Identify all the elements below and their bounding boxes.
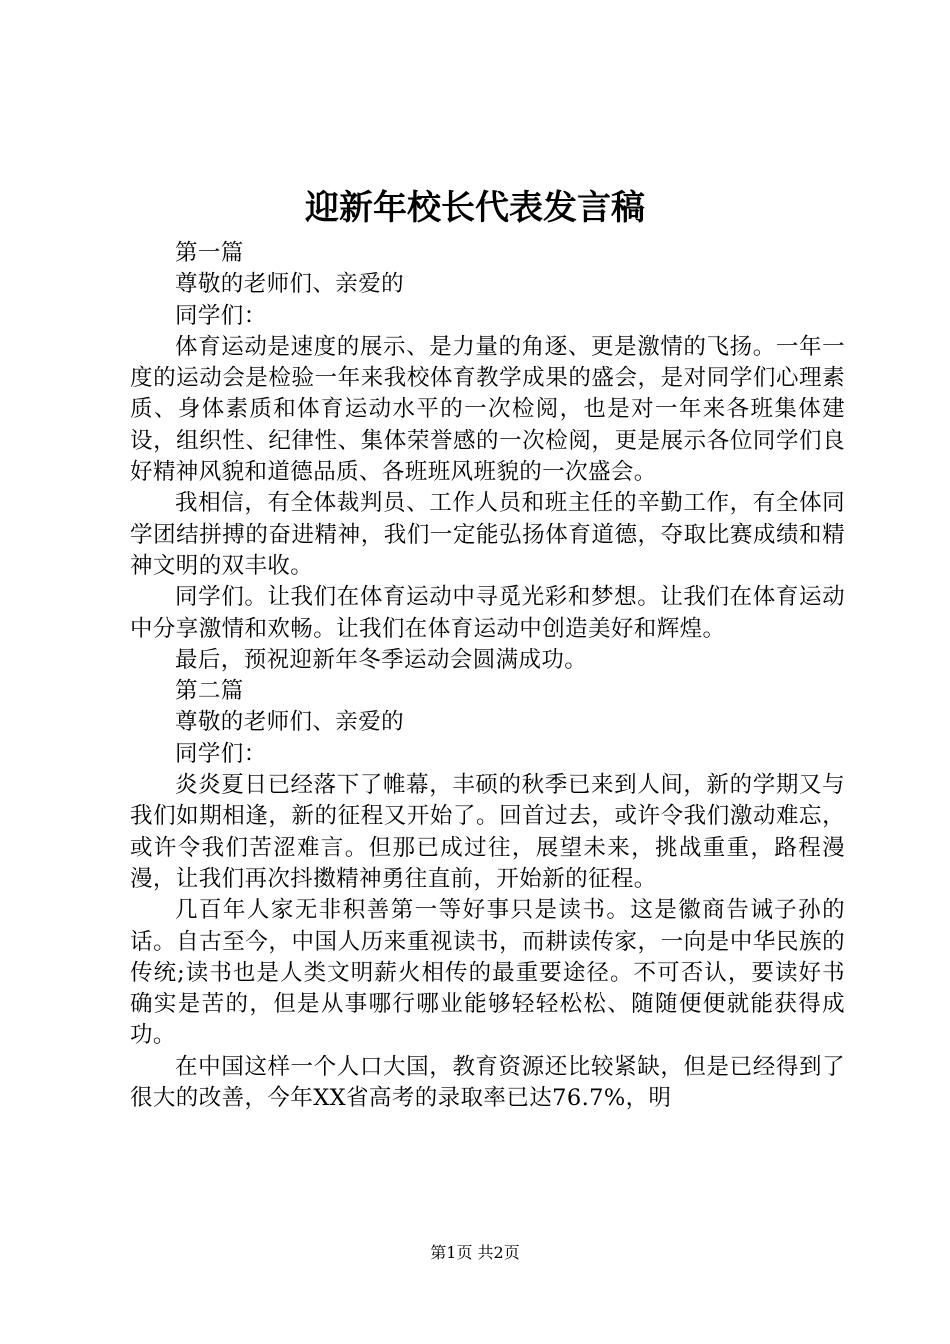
paragraph: 几百年人家无非积善第一等好事只是读书。这是徽商告诫子孙的话。自古至今，中国人历来重视读书，而耕读传家，一向是中华民族的传统;读书也是人类文明薪火相传的最重要途径。不可否认，要读好书确实是苦的，但是从事哪行哪业能够轻轻松松、随随便便就能获得成功。 (130, 897, 845, 1049)
paragraph: 炎炎夏日已经落下了帷幕，丰硕的秋季已来到人间，新的学期又与我们如期相逢，新的征程又开始了。回首过去，或许令我们激动难忘，或许令我们苦涩难言。但那已成过往，展望未来，挑战重重，路程漫漫，让我们再次抖擞精神勇往直前，开始新的征程。 (130, 772, 845, 892)
paragraph: 体育运动是速度的展示、是力量的角逐、更是激情的飞扬。一年一度的运动会是检验一年来我校体育教学成果的盛会，是对同学们心理素质、身体素质和体育运动水平的一次检阅，也是对一年来各班集体建设，组织性、纪律性、集体荣誉感的一次检阅，更是展示各位同学们良好精神风貌和道德品质、各班班风班貌的一次盛会。 (130, 333, 845, 486)
paragraph: 在中国这样一个人口大国，教育资源还比较紧缺，但是已经得到了很大的改善，今年XX省高考的录取率已达76.7%，明 (130, 1053, 845, 1112)
page-number-footer: 第1页 共2页 (430, 1243, 520, 1262)
paragraph: 我相信，有全体裁判员、工作人员和班主任的辛勤工作，有全体同学团结拼搏的奋进精神，我们一定能弘扬体育道德，夺取比赛成绩和精神文明的双丰收。 (130, 490, 845, 579)
paragraph: 同学们： (175, 740, 267, 767)
paragraph: 同学们。让我们在体育运动中寻觅光彩和梦想。让我们在体育运动中分享激情和欢畅。让我们在体育运动中创造美好和辉煌。 (130, 584, 845, 642)
document-title: 迎新年校长代表发言稿 (305, 188, 645, 228)
paragraph: 尊敬的老师们、亲爱的 (175, 271, 405, 298)
paragraph: 第二篇 (175, 678, 244, 705)
paragraph: 第一篇 (175, 240, 244, 266)
paragraph: 最后，预祝迎新年冬季运动会圆满成功。 (175, 646, 588, 673)
paragraph: 尊敬的老师们、亲爱的 (175, 709, 405, 736)
paragraph: 同学们： (175, 302, 267, 329)
document-body (130, 238, 845, 1114)
